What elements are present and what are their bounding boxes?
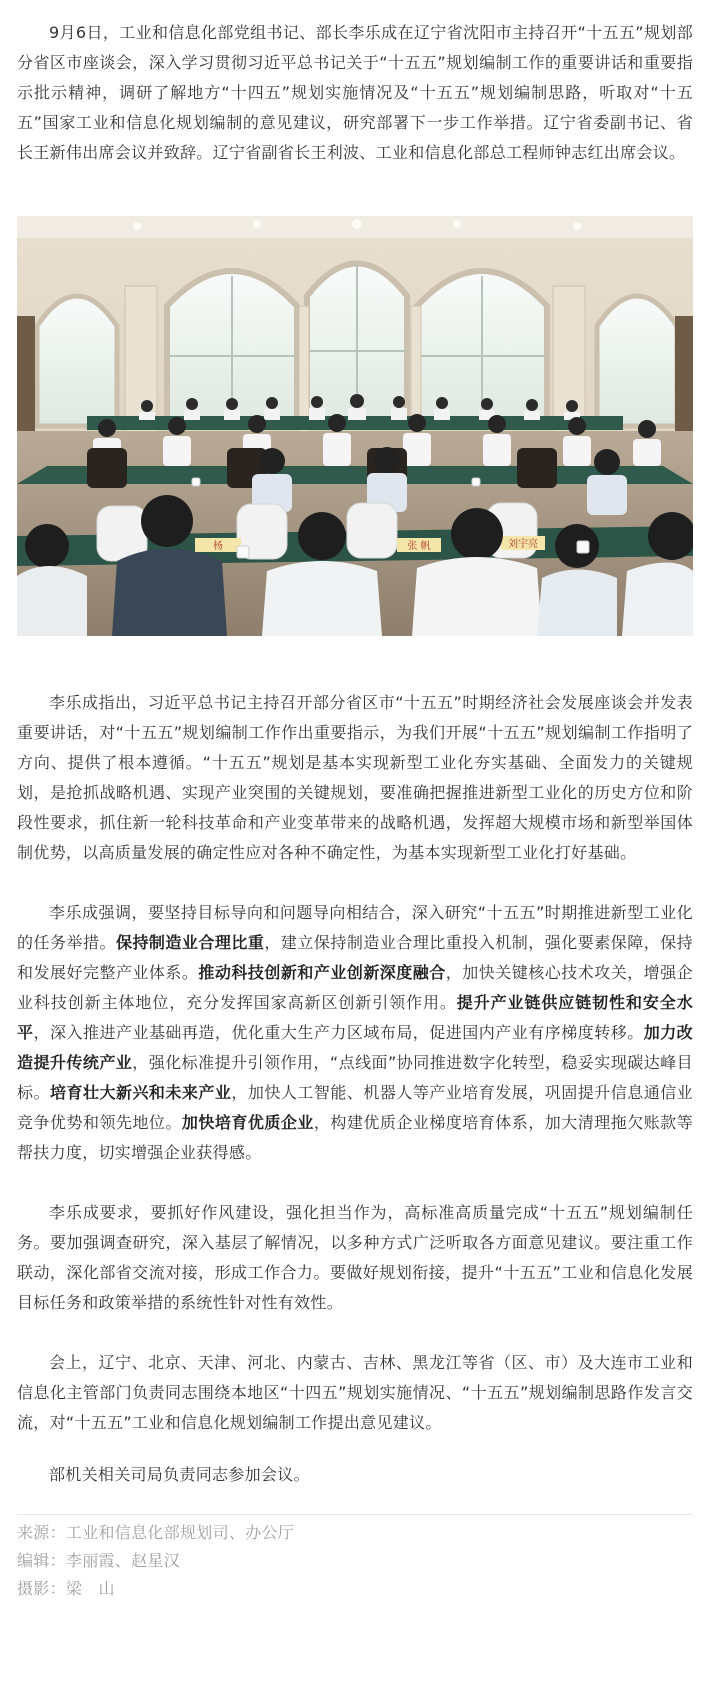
p3-text-3: ，加快关键核心技术攻关，增强企业科技创新主体地位，充分发挥国家高新区创新引领作用。 [17,963,693,1012]
p3-bold-6: 加快培育优质企业 [181,1113,314,1132]
nameplate-center: 张 帆 [407,541,431,552]
p3-bold-4: 加力改造提升传统产业 [17,1023,693,1072]
p3-text-1: 李乐成强调，要坚持目标导向和问题导向相结合，深入研究“十五五”时期推进新型工业化的任务举措。 [17,903,693,952]
p3-text-6: ，加快人工智能、机器人等产业培育发展，巩固提升信息通信业竞争优势和领先地位。 [17,1083,693,1132]
paragraph-instruction: 李乐成指出，习近平总书记主持召开部分省区市“十五五”时期经济社会发展座谈会并发表重要讲话，对“十五五”规划编制工作作出重要指示，为我们开展“十五五”规划编制工作指明了方向、提供了根本遵循。“十五五”规划是基本实现新型工业化夯实基础、全面发力的关键规划，是抢抓战略机遇、实现产业突围的关键规划，要准确把握推进新型工业化的历史方位和阶段性要求，抓住新一轮科技革命和产业变革带来的战略机遇，发挥超大规模市场和新型举国体制优势，以高质量发展的确定性应对各种不确定性，为基本实现新型工业化打好基础。 [17,693,693,862]
p3-bold-5: 培育壮大新兴和未来产业 [49,1083,232,1102]
paragraph-attendance: 部机关相关司局负责同志参加会议。 [49,1465,310,1484]
nameplate-left: 杨 [213,541,223,552]
p3-text-5: ，强化标准提升引领作用，“点线面”协同推进数字化转型，稳妥实现碳达峰目标。 [17,1053,693,1102]
paragraph-intro: 9月6日，工业和信息化部党组书记、部长李乐成在辽宁省沈阳市主持召开“十五五”规划部分省区市座谈会，深入学习贯彻习近平总书记关于“十五五”规划编制工作的重要讲话和重要指示批示精神，调研了解地方“十四五”规划实施情况及“十五五”规划编制思路，听取对“十五五”国家工业和信息化规划编制的意见建议，研究部署下一步工作举措。辽宁省委副书记、省长王新伟出席会议并致辞。辽宁省副省长王利波、工业和信息化部总工程师钟志红出席会议。 [17,23,693,162]
p3-bold-2: 推动科技创新和产业创新深度融合 [198,963,446,982]
credit-source: 来源：工业和信息化部规划司、办公厅 [17,1523,295,1542]
p3-bold-3: 提升产业链供应链韧性和安全水平 [17,993,693,1042]
paragraph-requirements: 李乐成要求，要抓好作风建设，强化担当作为，高标准高质量完成“十五五”规划编制任务。要加强调查研究，深入基层了解情况，以多种方式广泛听取各方面意见建议。要注重工作联动，深化部省交流对接，形成工作合力。要做好规划衔接，提升“十五五”工业和信息化发展目标任务和政策举措的系统性针对性有效性。 [17,1203,693,1312]
credits [17,1519,693,1603]
paragraph-meeting: 会上，辽宁、北京、天津、河北、内蒙古、吉林、黑龙江等省（区、市）及大连市工业和信息化主管部门负责同志围绕本地区“十四五”规划实施情况、“十五五”规划编制思路作发言交流，对“十五五”工业和信息化规划编制工作提出意见建议。 [17,1353,693,1432]
p3-text-7: ，构建优质企业梯度培育体系，加大清理拖欠账款等帮扶力度，切实增强企业获得感。 [17,1113,693,1162]
article [17,18,693,1603]
credits-divider [17,1514,693,1515]
credit-editor: 编辑：李丽霞、赵星汉 [17,1551,181,1570]
p3-text-2: ，建立保持制造业合理比重投入机制，强化要素保障，保持和发展好完整产业体系。 [17,933,693,982]
meeting-photo [17,216,693,636]
p3-text-4: ，深入推进产业基础再造，优化重大生产力区域布局，促进国内产业有序梯度转移。 [33,1023,644,1042]
paragraph-emphasis [17,898,693,1168]
nameplate-right: 刘宇亮 [508,539,538,550]
credit-photographer: 摄影：梁 山 [17,1579,115,1598]
meeting-photo-illustration [17,216,693,636]
p3-bold-1: 保持制造业合理比重 [115,933,265,952]
